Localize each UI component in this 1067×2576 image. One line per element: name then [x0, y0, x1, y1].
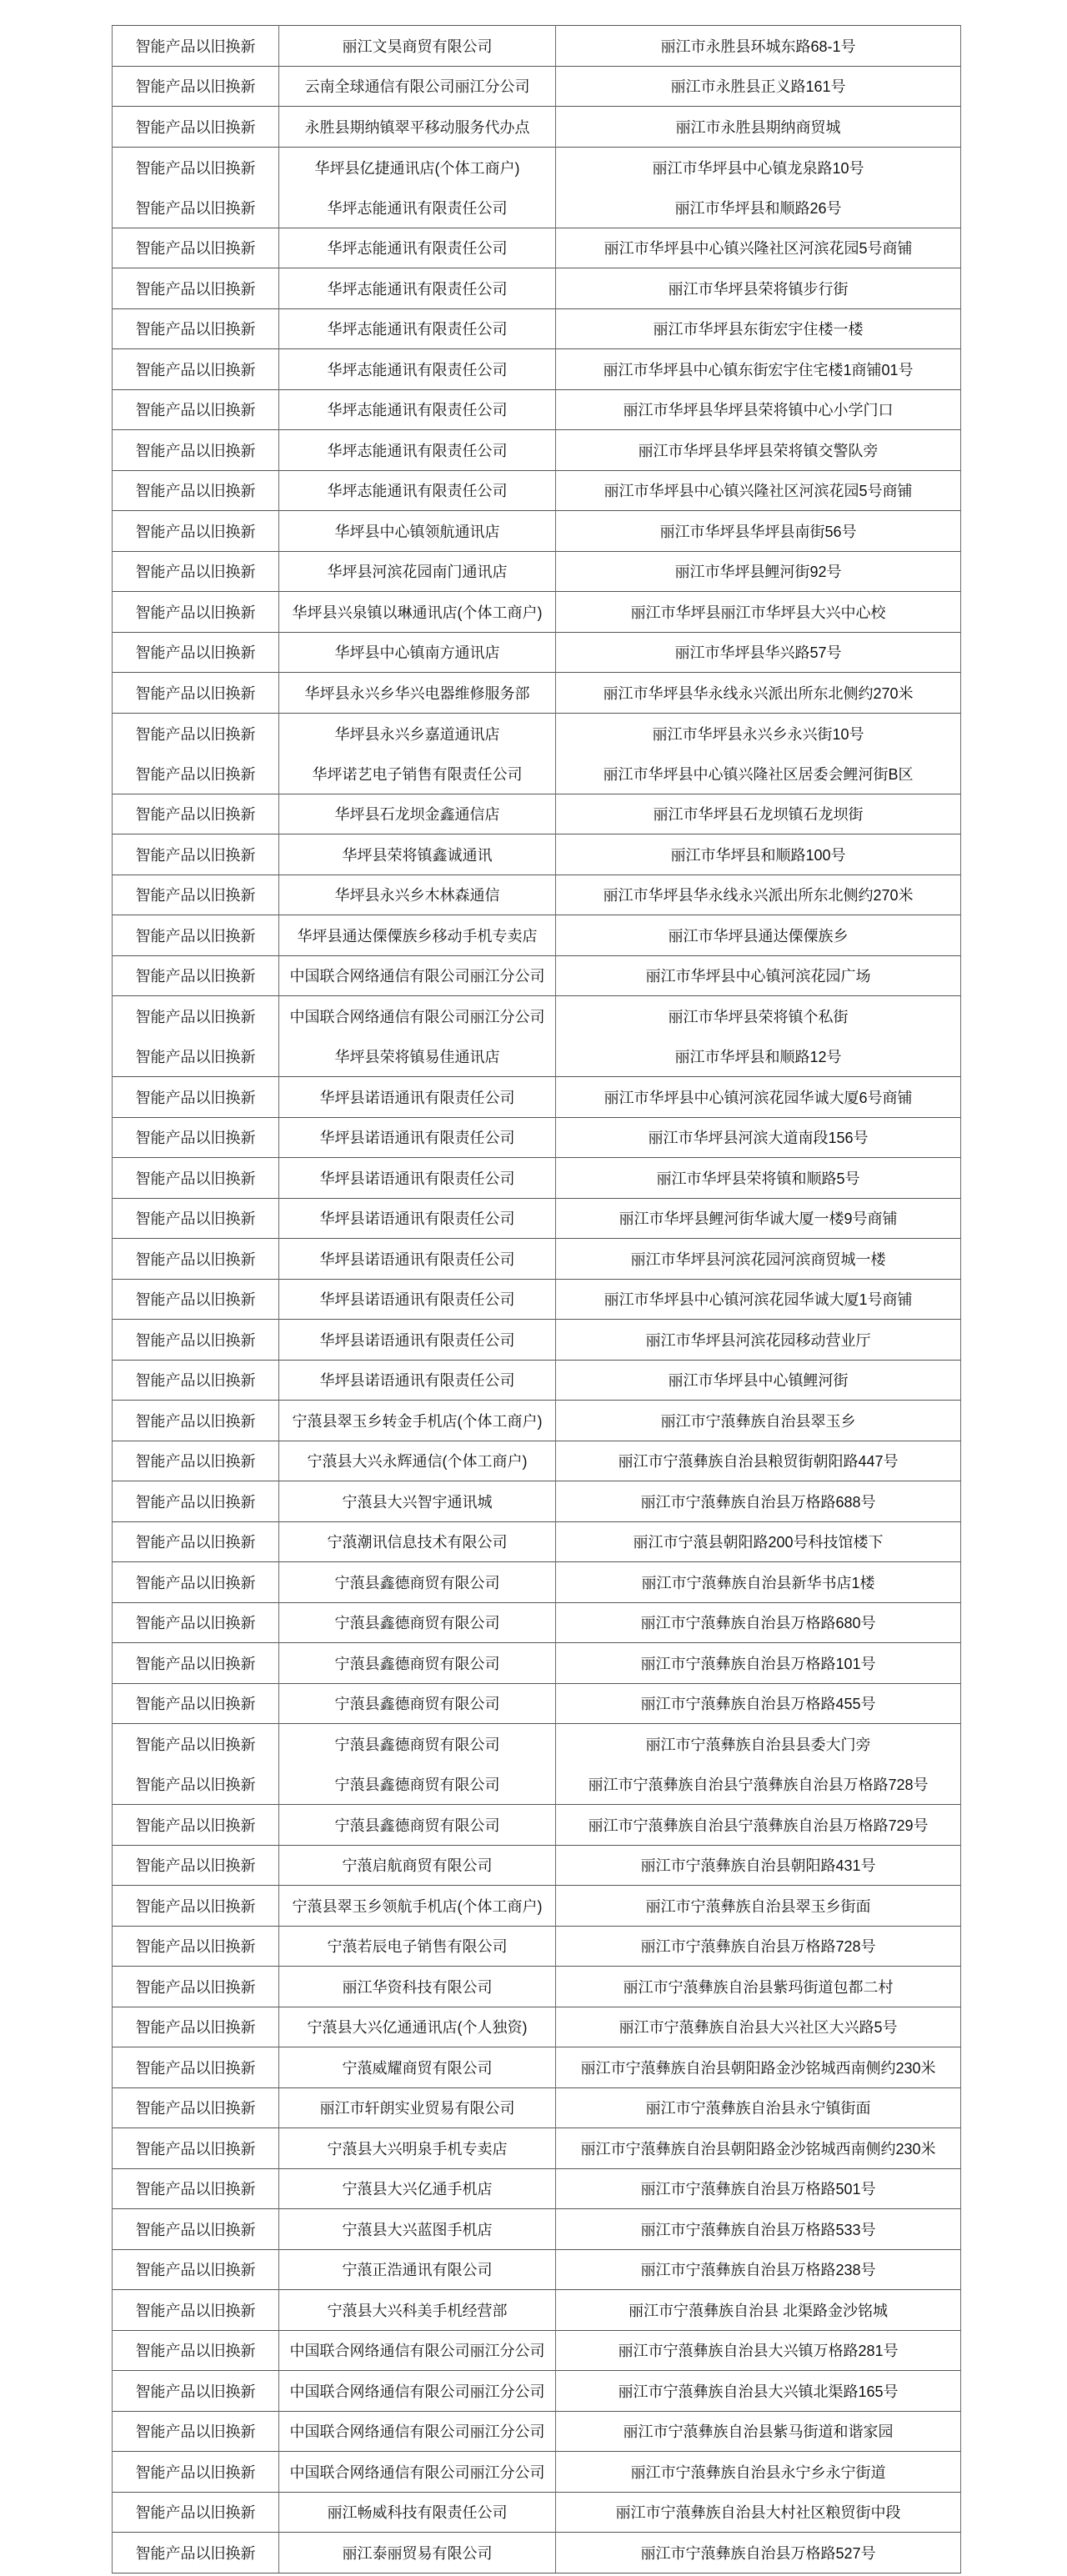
merchant-name-cell: 宁蒗正浩通讯有限公司 [279, 2249, 556, 2290]
merchant-name-cell: 宁蒗县鑫德商贸有限公司 [279, 1683, 556, 1724]
address-cell: 丽江市宁蒗彝族自治县紫玛街道包都二村 [556, 1967, 961, 2007]
address-cell: 丽江市宁蒗彝族自治县县委大门旁 [556, 1724, 961, 1765]
table-row [113, 66, 961, 107]
table-row [113, 308, 961, 349]
table-row [113, 2533, 961, 2573]
category-cell: 智能产品以旧换新 [113, 1360, 279, 1401]
category-cell: 智能产品以旧换新 [113, 1441, 279, 1481]
address-cell: 丽江市华坪县中心镇东街宏宇住宅楼1商铺01号 [556, 349, 961, 390]
address-cell: 丽江市宁蒗彝族自治县新华书店1楼 [556, 1562, 961, 1603]
merchant-name-cell: 丽江市轩朗实业贸易有限公司 [279, 2087, 556, 2128]
merchant-name-cell: 中国联合网络通信有限公司丽江分公司 [279, 2330, 556, 2371]
merchant-name-cell: 华坪县兴泉镇以琳通讯店(个体工商户) [279, 592, 556, 633]
category-cell: 智能产品以旧换新 [113, 551, 279, 592]
table-row [113, 107, 961, 148]
address-cell: 丽江市宁蒗彝族自治县万格路527号 [556, 2533, 961, 2573]
merchant-name-cell: 宁蒗县翠玉乡转金手机店(个体工商户) [279, 1401, 556, 1441]
merchant-name-cell: 华坪县亿捷通讯店(个体工商户) [279, 147, 556, 188]
merchant-name-cell: 华坪县中心镇领航通讯店 [279, 511, 556, 552]
address-cell: 丽江市华坪县河滨花园移动营业厅 [556, 1320, 961, 1361]
table-row [113, 1926, 961, 1967]
merchant-name-cell: 华坪志能通讯有限责任公司 [279, 228, 556, 268]
merchant-name-cell: 华坪县诺语通讯有限责任公司 [279, 1320, 556, 1361]
category-cell: 智能产品以旧换新 [113, 2168, 279, 2209]
merchant-name-cell: 中国联合网络通信有限公司丽江分公司 [279, 2411, 556, 2452]
table-row [113, 188, 961, 228]
table-row [113, 1077, 961, 1118]
merchant-name-cell: 云南全球通信有限公司丽江分公司 [279, 66, 556, 107]
table-row [113, 268, 961, 309]
merchant-name-cell: 丽江畅威科技有限责任公司 [279, 2492, 556, 2533]
table-row [113, 955, 961, 996]
table-row [113, 1401, 961, 1441]
table-row [113, 349, 961, 390]
address-cell: 丽江市宁蒗彝族自治县永宁乡永宁街道 [556, 2452, 961, 2493]
category-cell: 智能产品以旧换新 [113, 1117, 279, 1158]
category-cell: 智能产品以旧换新 [113, 1036, 279, 1077]
table-row [113, 754, 961, 794]
table-row [113, 1441, 961, 1481]
address-cell: 丽江市华坪县和顺路100号 [556, 834, 961, 875]
merchant-name-cell: 宁蒗县大兴蓝图手机店 [279, 2209, 556, 2250]
address-cell: 丽江市宁蒗彝族自治县粮贸街朝阳路447号 [556, 1441, 961, 1481]
merchant-name-cell: 丽江文昊商贸有限公司 [279, 26, 556, 67]
merchant-name-cell: 华坪县诺语通讯有限责任公司 [279, 1117, 556, 1158]
table-row [113, 2492, 961, 2533]
address-cell: 丽江市宁蒗彝族自治县大兴镇万格路281号 [556, 2330, 961, 2371]
merchant-name-cell: 宁蒗县鑫德商贸有限公司 [279, 1643, 556, 1684]
address-cell: 丽江市华坪县中心镇河滨花园华诚大厦1号商铺 [556, 1279, 961, 1320]
category-cell: 智能产品以旧换新 [113, 2290, 279, 2331]
category-cell: 智能产品以旧换新 [113, 1198, 279, 1239]
merchant-name-cell: 宁蒗若辰电子销售有限公司 [279, 1926, 556, 1967]
merchant-name-cell: 宁蒗县鑫德商贸有限公司 [279, 1562, 556, 1603]
address-cell: 丽江市华坪县荣将镇个私街 [556, 996, 961, 1037]
category-cell: 智能产品以旧换新 [113, 1077, 279, 1118]
category-cell: 智能产品以旧换新 [113, 1562, 279, 1603]
table-row [113, 1602, 961, 1643]
merchant-name-cell: 华坪县诺语通讯有限责任公司 [279, 1279, 556, 1320]
merchant-name-cell: 宁蒗潮讯信息技术有限公司 [279, 1521, 556, 1562]
table-row [113, 1320, 961, 1361]
category-cell: 智能产品以旧换新 [113, 1724, 279, 1765]
merchant-table-body [113, 26, 961, 2573]
address-cell: 丽江市华坪县华坪县南街56号 [556, 511, 961, 552]
address-cell: 丽江市宁蒗彝族自治县万格路728号 [556, 1926, 961, 1967]
merchant-name-cell: 宁蒗县大兴科美手机经营部 [279, 2290, 556, 2331]
category-cell: 智能产品以旧换新 [113, 2330, 279, 2371]
table-row [113, 147, 961, 188]
category-cell: 智能产品以旧换新 [113, 1886, 279, 1927]
merchant-name-cell: 宁蒗县鑫德商贸有限公司 [279, 1724, 556, 1765]
merchant-name-cell: 丽江泰丽贸易有限公司 [279, 2533, 556, 2573]
address-cell: 丽江市华坪县通达傈僳族乡 [556, 915, 961, 956]
merchant-name-cell: 华坪县荣将镇易佳通讯店 [279, 1036, 556, 1077]
table-row [113, 875, 961, 915]
merchant-name-cell: 华坪县永兴乡木林森通信 [279, 875, 556, 915]
address-cell: 丽江市永胜县正义路161号 [556, 66, 961, 107]
category-cell: 智能产品以旧换新 [113, 1967, 279, 2007]
address-cell: 丽江市宁蒗彝族自治县万格路101号 [556, 1643, 961, 1684]
table-row [113, 632, 961, 673]
address-cell: 丽江市华坪县荣将镇和顺路5号 [556, 1158, 961, 1199]
merchant-name-cell: 华坪县中心镇南方通讯店 [279, 632, 556, 673]
table-row [113, 2290, 961, 2331]
category-cell: 智能产品以旧换新 [113, 955, 279, 996]
table-row [113, 1683, 961, 1724]
category-cell: 智能产品以旧换新 [113, 2492, 279, 2533]
table-row [113, 430, 961, 471]
address-cell: 丽江市宁蒗彝族自治县大兴镇北渠路165号 [556, 2371, 961, 2412]
merchant-name-cell: 华坪县诺语通讯有限责任公司 [279, 1198, 556, 1239]
category-cell: 智能产品以旧换新 [113, 1158, 279, 1199]
address-cell: 丽江市宁蒗彝族自治县翠玉乡 [556, 1401, 961, 1441]
category-cell: 智能产品以旧换新 [113, 2128, 279, 2169]
table-row [113, 1805, 961, 1846]
table-row [113, 713, 961, 754]
address-cell: 丽江市华坪县和顺路26号 [556, 188, 961, 228]
table-row [113, 673, 961, 714]
address-cell: 丽江市华坪县中心镇兴隆社区河滨花园5号商铺 [556, 470, 961, 511]
category-cell: 智能产品以旧换新 [113, 430, 279, 471]
table-row [113, 996, 961, 1037]
merchant-name-cell: 华坪志能通讯有限责任公司 [279, 268, 556, 309]
merchant-name-cell: 宁蒗县大兴亿通通讯店(个人独资) [279, 2007, 556, 2047]
table-row [113, 1117, 961, 1158]
table-row [113, 1562, 961, 1603]
address-cell: 丽江市华坪县石龙坝镇石龙坝街 [556, 794, 961, 834]
category-cell: 智能产品以旧换新 [113, 673, 279, 714]
merchant-name-cell: 华坪县荣将镇鑫诚通讯 [279, 834, 556, 875]
address-cell: 丽江市华坪县荣将镇步行街 [556, 268, 961, 309]
merchant-name-cell: 中国联合网络通信有限公司丽江分公司 [279, 996, 556, 1037]
category-cell: 智能产品以旧换新 [113, 188, 279, 228]
table-row [113, 2007, 961, 2047]
merchant-name-cell: 宁蒗县鑫德商贸有限公司 [279, 1764, 556, 1805]
merchant-name-cell: 宁蒗县大兴永辉通信(个体工商户) [279, 1441, 556, 1481]
address-cell: 丽江市宁蒗彝族自治县朝阳路431号 [556, 1845, 961, 1886]
merchant-name-cell: 华坪志能通讯有限责任公司 [279, 470, 556, 511]
category-cell: 智能产品以旧换新 [113, 713, 279, 754]
merchant-name-cell: 宁蒗县鑫德商贸有限公司 [279, 1805, 556, 1846]
address-cell: 丽江市华坪县中心镇兴隆社区居委会鲤河街B区 [556, 754, 961, 794]
category-cell: 智能产品以旧换新 [113, 470, 279, 511]
table-row [113, 2168, 961, 2209]
table-row [113, 834, 961, 875]
address-cell: 丽江市宁蒗彝族自治县永宁镇街面 [556, 2087, 961, 2128]
address-cell: 丽江市宁蒗彝族自治县万格路455号 [556, 1683, 961, 1724]
merchant-name-cell: 宁蒗县大兴明泉手机专卖店 [279, 2128, 556, 2169]
address-cell: 丽江市宁蒗彝族自治县万格路688号 [556, 1481, 961, 1522]
table-row [113, 915, 961, 956]
address-cell: 丽江市宁蒗彝族自治县万格路501号 [556, 2168, 961, 2209]
category-cell: 智能产品以旧换新 [113, 2007, 279, 2047]
address-cell: 丽江市宁蒗彝族自治县大村社区粮贸街中段 [556, 2492, 961, 2533]
category-cell: 智能产品以旧换新 [113, 2533, 279, 2573]
category-cell: 智能产品以旧换新 [113, 511, 279, 552]
merchant-name-cell: 华坪县石龙坝金鑫通信店 [279, 794, 556, 834]
table-row [113, 228, 961, 268]
address-cell: 丽江市华坪县中心镇河滨花园广场 [556, 955, 961, 996]
address-cell: 丽江市华坪县和顺路12号 [556, 1036, 961, 1077]
merchant-name-cell: 华坪志能通讯有限责任公司 [279, 430, 556, 471]
category-cell: 智能产品以旧换新 [113, 1279, 279, 1320]
category-cell: 智能产品以旧换新 [113, 107, 279, 148]
address-cell: 丽江市华坪县鲤河街华诚大厦一楼9号商铺 [556, 1198, 961, 1239]
table-row [113, 1967, 961, 2007]
address-cell: 丽江市华坪县河滨大道南段156号 [556, 1117, 961, 1158]
address-cell: 丽江市宁蒗彝族自治县万格路533号 [556, 2209, 961, 2250]
merchant-name-cell: 华坪县永兴乡华兴电器维修服务部 [279, 673, 556, 714]
category-cell: 智能产品以旧换新 [113, 2047, 279, 2088]
merchant-name-cell: 宁蒗县大兴亿通手机店 [279, 2168, 556, 2209]
address-cell: 丽江市华坪县河滨花园河滨商贸城一楼 [556, 1239, 961, 1280]
table-row [113, 2087, 961, 2128]
address-cell: 丽江市华坪县鲤河街92号 [556, 551, 961, 592]
category-cell: 智能产品以旧换新 [113, 1602, 279, 1643]
table-row [113, 1198, 961, 1239]
category-cell: 智能产品以旧换新 [113, 875, 279, 915]
category-cell: 智能产品以旧换新 [113, 1401, 279, 1441]
address-cell: 丽江市华坪县东街宏宇住楼一楼 [556, 308, 961, 349]
category-cell: 智能产品以旧换新 [113, 389, 279, 430]
category-cell: 智能产品以旧换新 [113, 1521, 279, 1562]
category-cell: 智能产品以旧换新 [113, 2411, 279, 2452]
address-cell: 丽江市华坪县永兴乡永兴街10号 [556, 713, 961, 754]
merchant-name-cell: 中国联合网络通信有限公司丽江分公司 [279, 2452, 556, 2493]
table-row [113, 2371, 961, 2412]
table-row [113, 2249, 961, 2290]
address-cell: 丽江市华坪县华永线永兴派出所东北侧约270米 [556, 673, 961, 714]
table-row [113, 1158, 961, 1199]
merchant-name-cell: 宁蒗县鑫德商贸有限公司 [279, 1602, 556, 1643]
merchant-name-cell: 丽江华资科技有限公司 [279, 1967, 556, 2007]
address-cell: 丽江市华坪县华坪县荣将镇中心小学门口 [556, 389, 961, 430]
table-row [113, 26, 961, 67]
table-row [113, 1845, 961, 1886]
address-cell: 丽江市华坪县中心镇龙泉路10号 [556, 147, 961, 188]
merchant-name-cell: 华坪志能通讯有限责任公司 [279, 188, 556, 228]
category-cell: 智能产品以旧换新 [113, 1764, 279, 1805]
address-cell: 丽江市宁蒗县朝阳路200号科技馆楼下 [556, 1521, 961, 1562]
table-row [113, 2452, 961, 2493]
table-row [113, 511, 961, 552]
merchant-name-cell: 华坪志能通讯有限责任公司 [279, 349, 556, 390]
table-row [113, 1886, 961, 1927]
table-row [113, 794, 961, 834]
category-cell: 智能产品以旧换新 [113, 2249, 279, 2290]
merchant-table-container [112, 25, 960, 2573]
category-cell: 智能产品以旧换新 [113, 2087, 279, 2128]
table-row [113, 2047, 961, 2088]
table-row [113, 1643, 961, 1684]
address-cell: 丽江市华坪县华坪县荣将镇交警队旁 [556, 430, 961, 471]
address-cell: 丽江市华坪县中心镇河滨花园华诚大厦6号商铺 [556, 1077, 961, 1118]
category-cell: 智能产品以旧换新 [113, 632, 279, 673]
table-row [113, 389, 961, 430]
address-cell: 丽江市华坪县中心镇鲤河街 [556, 1360, 961, 1401]
address-cell: 丽江市宁蒗彝族自治县宁蒗彝族自治县万格路728号 [556, 1764, 961, 1805]
category-cell: 智能产品以旧换新 [113, 2452, 279, 2493]
table-row [113, 1764, 961, 1805]
address-cell: 丽江市永胜县期纳商贸城 [556, 107, 961, 148]
merchant-name-cell: 宁蒗威耀商贸有限公司 [279, 2047, 556, 2088]
table-row [113, 1521, 961, 1562]
category-cell: 智能产品以旧换新 [113, 996, 279, 1037]
address-cell: 丽江市宁蒗彝族自治县宁蒗彝族自治县万格路729号 [556, 1805, 961, 1846]
table-row [113, 1239, 961, 1280]
category-cell: 智能产品以旧换新 [113, 2371, 279, 2412]
category-cell: 智能产品以旧换新 [113, 66, 279, 107]
address-cell: 丽江市宁蒗彝族自治县 北渠路金沙铭城 [556, 2290, 961, 2331]
category-cell: 智能产品以旧换新 [113, 754, 279, 794]
table-row [113, 592, 961, 633]
merchant-name-cell: 华坪县永兴乡嘉道通讯店 [279, 713, 556, 754]
address-cell: 丽江市华坪县华永线永兴派出所东北侧约270米 [556, 875, 961, 915]
table-row [113, 1360, 961, 1401]
merchant-table [112, 25, 961, 2573]
merchant-name-cell: 华坪县通达傈僳族乡移动手机专卖店 [279, 915, 556, 956]
category-cell: 智能产品以旧换新 [113, 834, 279, 875]
merchant-name-cell: 宁蒗县翠玉乡领航手机店(个体工商户) [279, 1886, 556, 1927]
category-cell: 智能产品以旧换新 [113, 1926, 279, 1967]
category-cell: 智能产品以旧换新 [113, 1683, 279, 1724]
merchant-name-cell: 华坪县诺语通讯有限责任公司 [279, 1239, 556, 1280]
address-cell: 丽江市华坪县中心镇兴隆社区河滨花园5号商铺 [556, 228, 961, 268]
merchant-name-cell: 华坪诺艺电子销售有限责任公司 [279, 754, 556, 794]
table-row [113, 1036, 961, 1077]
address-cell: 丽江市华坪县丽江市华坪县大兴中心校 [556, 592, 961, 633]
address-cell: 丽江市宁蒗彝族自治县大兴社区大兴路5号 [556, 2007, 961, 2047]
merchant-name-cell: 华坪县诺语通讯有限责任公司 [279, 1360, 556, 1401]
table-row [113, 2209, 961, 2250]
category-cell: 智能产品以旧换新 [113, 915, 279, 956]
address-cell: 丽江市宁蒗彝族自治县朝阳路金沙铭城西南侧约230米 [556, 2128, 961, 2169]
table-row [113, 2330, 961, 2371]
category-cell: 智能产品以旧换新 [113, 228, 279, 268]
merchant-name-cell: 中国联合网络通信有限公司丽江分公司 [279, 2371, 556, 2412]
merchant-name-cell: 华坪志能通讯有限责任公司 [279, 389, 556, 430]
merchant-name-cell: 中国联合网络通信有限公司丽江分公司 [279, 955, 556, 996]
category-cell: 智能产品以旧换新 [113, 1643, 279, 1684]
address-cell: 丽江市永胜县环城东路68-1号 [556, 26, 961, 67]
category-cell: 智能产品以旧换新 [113, 794, 279, 834]
category-cell: 智能产品以旧换新 [113, 1239, 279, 1280]
category-cell: 智能产品以旧换新 [113, 1481, 279, 1522]
category-cell: 智能产品以旧换新 [113, 308, 279, 349]
table-row [113, 470, 961, 511]
category-cell: 智能产品以旧换新 [113, 592, 279, 633]
address-cell: 丽江市宁蒗彝族自治县紫马街道和谐家园 [556, 2411, 961, 2452]
table-row [113, 551, 961, 592]
table-row [113, 2411, 961, 2452]
merchant-name-cell: 华坪志能通讯有限责任公司 [279, 308, 556, 349]
category-cell: 智能产品以旧换新 [113, 349, 279, 390]
table-row [113, 1481, 961, 1522]
merchant-name-cell: 宁蒗启航商贸有限公司 [279, 1845, 556, 1886]
category-cell: 智能产品以旧换新 [113, 147, 279, 188]
address-cell: 丽江市宁蒗彝族自治县翠玉乡街面 [556, 1886, 961, 1927]
table-row [113, 1724, 961, 1765]
category-cell: 智能产品以旧换新 [113, 1845, 279, 1886]
address-cell: 丽江市宁蒗彝族自治县万格路238号 [556, 2249, 961, 2290]
merchant-name-cell: 华坪县诺语通讯有限责任公司 [279, 1077, 556, 1118]
address-cell: 丽江市宁蒗彝族自治县朝阳路金沙铭城西南侧约230米 [556, 2047, 961, 2088]
table-row [113, 1279, 961, 1320]
merchant-name-cell: 宁蒗县大兴智宇通讯城 [279, 1481, 556, 1522]
category-cell: 智能产品以旧换新 [113, 1320, 279, 1361]
category-cell: 智能产品以旧换新 [113, 268, 279, 309]
address-cell: 丽江市宁蒗彝族自治县万格路680号 [556, 1602, 961, 1643]
merchant-name-cell: 华坪县诺语通讯有限责任公司 [279, 1158, 556, 1199]
merchant-name-cell: 华坪县河滨花园南门通讯店 [279, 551, 556, 592]
category-cell: 智能产品以旧换新 [113, 26, 279, 67]
table-row [113, 2128, 961, 2169]
address-cell: 丽江市华坪县华兴路57号 [556, 632, 961, 673]
category-cell: 智能产品以旧换新 [113, 1805, 279, 1846]
category-cell: 智能产品以旧换新 [113, 2209, 279, 2250]
merchant-name-cell: 永胜县期纳镇翠平移动服务代办点 [279, 107, 556, 148]
